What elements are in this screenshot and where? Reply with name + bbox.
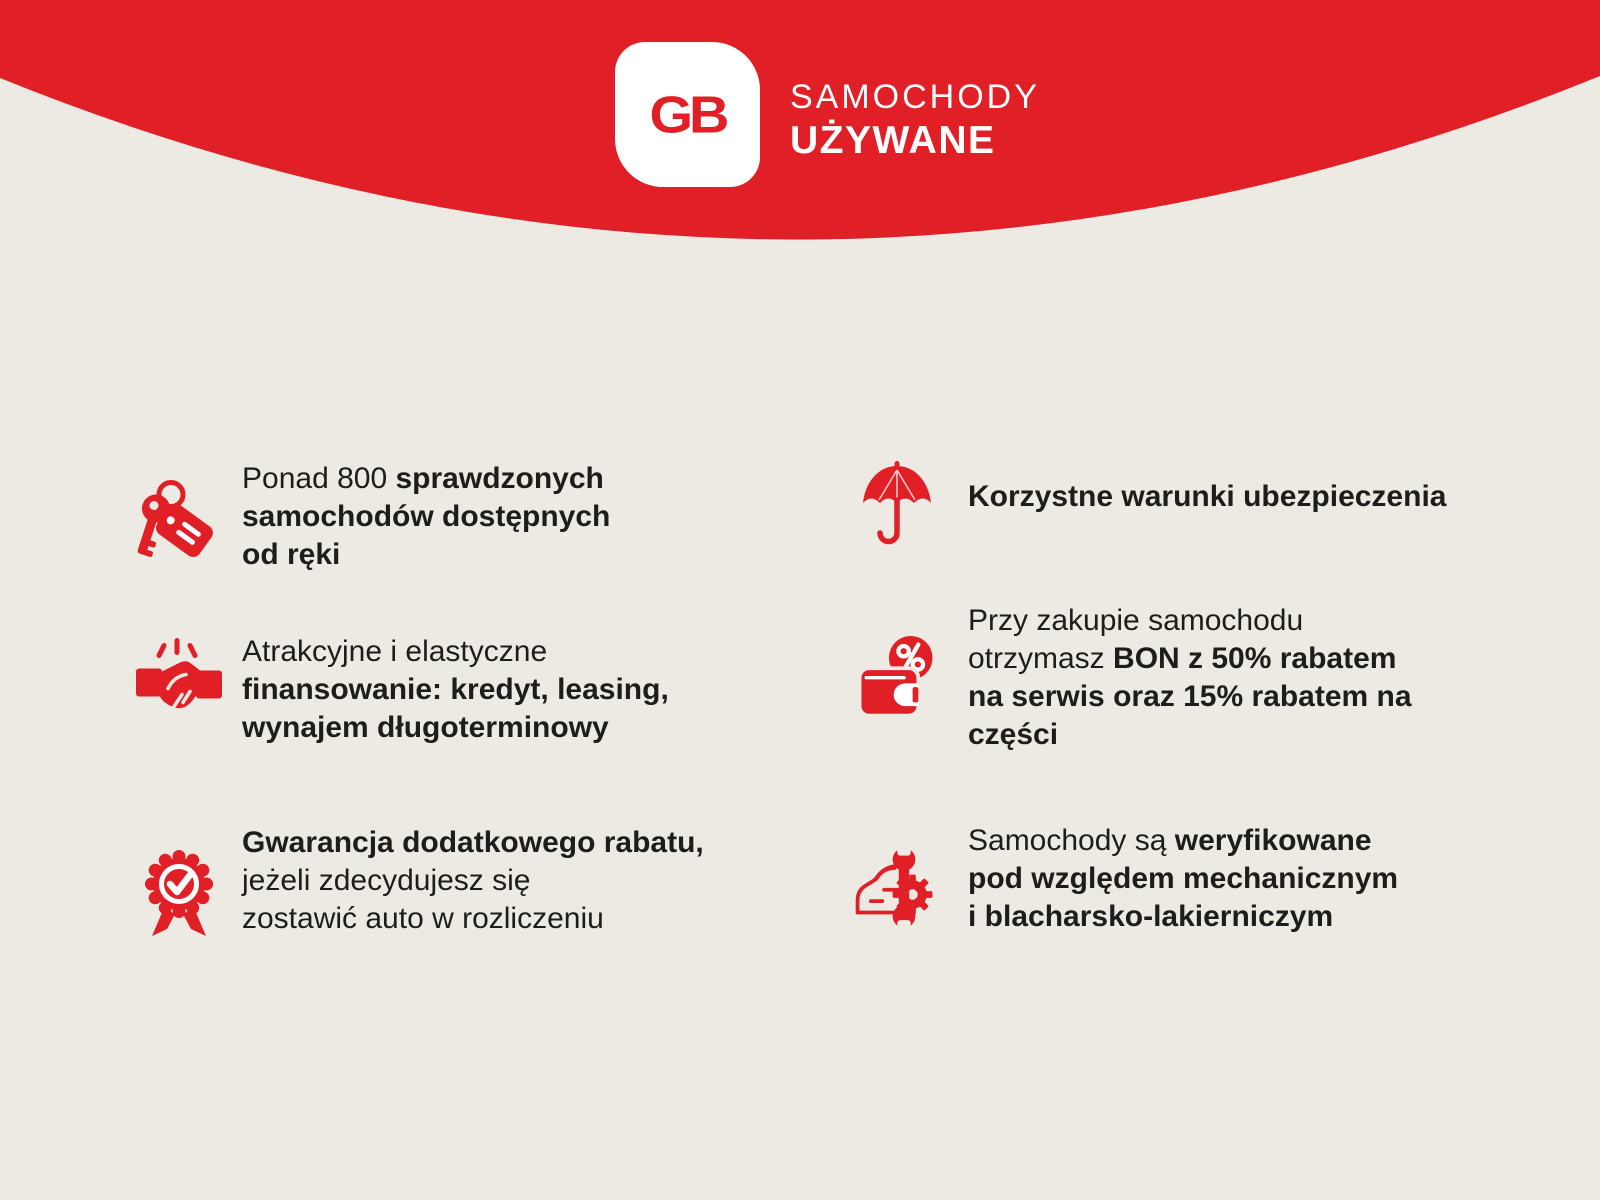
feature-financing-text: Atrakcyjne i elastyczne finansowanie: kredyt, leasing, wynajem długoterminowy xyxy=(242,635,669,744)
brand-title-line2: UŻYWANE xyxy=(790,119,996,162)
handshake-icon xyxy=(134,630,224,725)
brand-title xyxy=(790,80,1040,160)
gb-logo: GB xyxy=(649,85,726,144)
feature-insurance-text: Korzystne warunki ubezpieczenia xyxy=(968,480,1447,513)
key-tag-icon xyxy=(134,472,224,567)
gb-logo-tile xyxy=(615,42,760,187)
medal-check-icon xyxy=(134,846,224,941)
feature-stock-text: Ponad 800 sprawdzonych samochodów dostępnych od ręki xyxy=(242,462,611,571)
feature-service-bonus-text: Przy zakupie samochodu otrzymasz BON z 50% rabatem na serwis oraz 15% rabatem na części xyxy=(968,604,1412,751)
brand-title-line1: SAMOCHODY xyxy=(790,78,1040,116)
feature-guarantee-text: Gwarancja dodatkowego rabatu, jeżeli zdecydujesz się zostawić auto w rozliczeniu xyxy=(242,826,704,935)
umbrella-icon xyxy=(852,456,942,551)
car-service-icon xyxy=(850,838,940,933)
wallet-percent-icon xyxy=(852,634,942,729)
feature-verification-text: Samochody są weryfikowane pod względem mechanicznym i blacharsko-lakierniczym xyxy=(968,824,1399,933)
